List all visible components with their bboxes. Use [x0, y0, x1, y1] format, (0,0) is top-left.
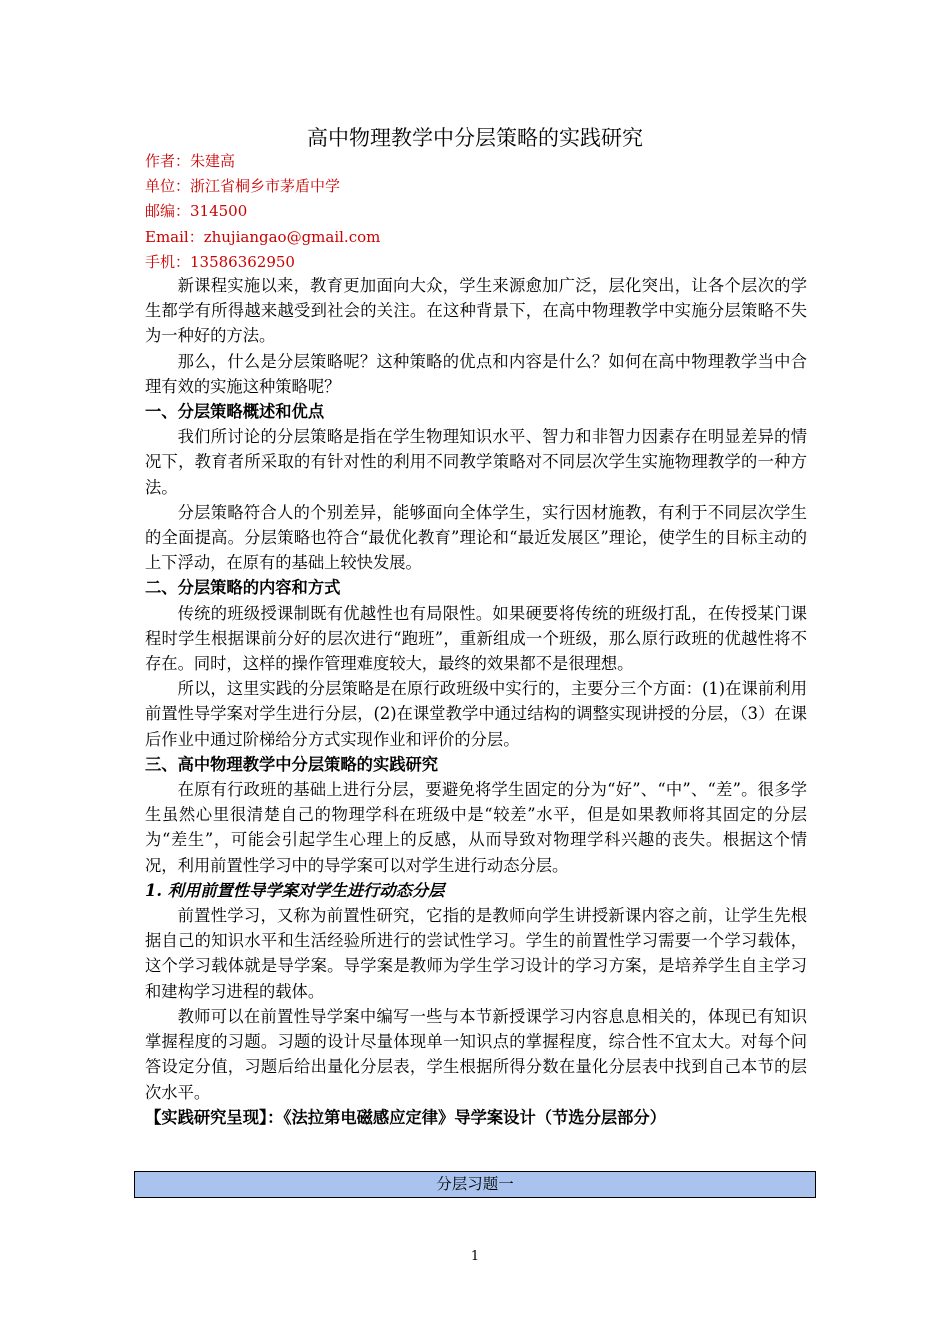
exercise-table-header: 分层习题一 — [134, 1171, 816, 1198]
body-paragraph: 在原有行政班的基础上进行分层，要避免将学生固定的分为“好”、“中”、“差”。很多学生虽然心里很清楚自己的物理学科在班级中是“较差”水平，但是如果教师将其固定的分层为“差生”，可能会引起学生心理上的反感，从而导致对物理学科兴趣的丧失。根据这个情况，利用前置性学习中的导学案可以对学生进行动态分层。 — [145, 780, 807, 875]
author-line: 作者：朱建高 — [145, 152, 236, 170]
email-line: Email：zhujiangao@gmail.com — [145, 228, 381, 246]
body-paragraph: 传统的班级授课制既有优越性也有局限性。如果硬要将传统的班级打乱，在传授某门课程时学生根据课前分好的层次进行“跑班”，重新组成一个班级，那么原行政班的优越性将不存在。同时，这样的操作管理难度较大，最终的效果都不是很理想。 — [145, 603, 807, 674]
body-paragraph: 我们所讨论的分层策略是指在学生物理知识水平、智力和非智力因素存在明显差异的情况下，教育者所采取的有针对性的利用不同教学策略对不同层次学生实施物理教学的一种方法。 — [145, 427, 807, 497]
body-paragraph: 前置性学习，又称为前置性研究，它指的是教师向学生讲授新课内容之前，让学生先根据自己的知识水平和生活经验所进行的尝试性学习。学生的前置性学习需要一个学习载体，这个学习载体就是导学案。导学案是教师为学生学习设计的学习方案，是培养学生自主学习和建构学习进程的载体。 — [145, 906, 807, 1001]
body-paragraph: 教师可以在前置性导学案中编写一些与本节新授课学习内容息息相关的，体现已有知识掌握程度的习题。习题的设计尽量体现单一知识点的掌握程度，综合性不宜太大。对每个问答设定分值，习题后给出量化分层表，学生根据所得分数在量化分层表中找到自己本节的层次水平。 — [145, 1006, 807, 1102]
page-number: 1 — [470, 1249, 480, 1264]
phone-line: 手机：13586362950 — [145, 253, 295, 271]
section-heading: 一、分层策略概述和优点 — [145, 402, 325, 422]
section-heading: 三、高中物理教学中分层策略的实践研究 — [145, 754, 439, 774]
practice-callout: 【实践研究呈现】：《法拉第电磁感应定律》导学案设计（节选分层部分） — [145, 1107, 666, 1127]
body-paragraph: 分层策略符合人的个别差异，能够面向全体学生，实行因材施教，有利于不同层次学生的全面提高。分层策略也符合“最优化教育”理论和“最近发展区”理论，使学生的目标主动的上下浮动，在原有的基础上较快发展。 — [145, 502, 807, 573]
intro-paragraph: 新课程实施以来，教育更加面向大众，学生来源愈加广泛，层化突出，让各个层次的学生都学有所得越来越受到社会的关注。在这种背景下，在高中物理教学中实施分层策略不失为一种好的方法。 — [145, 276, 807, 346]
document-title: 高中物理教学中分层策略的实践研究 — [307, 126, 643, 150]
document-body — [145, 273, 807, 1130]
body-paragraph: 所以，这里实践的分层策略是在原行政班级中实行的，主要分三个方面：(1)在课前利用前置性导学案对学生进行分层，(2)在课堂教学中通过结构的调整实现讲授的分层，（3）在课后作业中通过阶梯给分方式实现作业和评价的分层。 — [145, 679, 807, 749]
section-heading: 二、分层策略的内容和方式 — [145, 578, 341, 598]
postcode-line: 邮编：314500 — [145, 202, 248, 220]
unit-line: 单位：浙江省桐乡市茅盾中学 — [145, 177, 341, 195]
subsection-heading: 1. 利用前置性导学案对学生进行动态分层 — [145, 880, 445, 900]
intro-paragraph: 那么，什么是分层策略呢？这种策略的优点和内容是什么？如何在高中物理教学当中合理有效的实施这种策略呢？ — [145, 351, 807, 396]
